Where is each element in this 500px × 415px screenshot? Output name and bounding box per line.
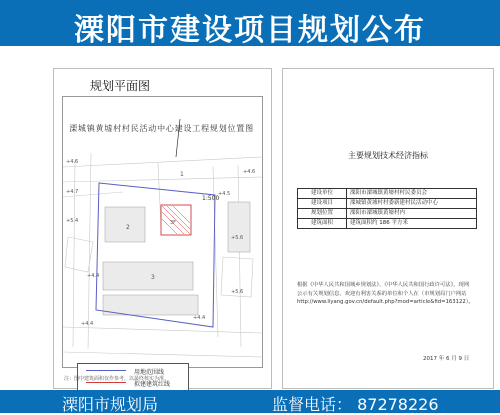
elevation-label: +4.5 [218, 191, 231, 197]
map-label-block-2: 2 [126, 224, 130, 231]
table-row [298, 199, 477, 209]
info-card [282, 68, 494, 389]
elevation-label: +5.6 [231, 235, 244, 241]
elevation-label: +5.4 [66, 218, 79, 224]
elevation-label: +4.4 [81, 321, 94, 327]
footer-bureau: 溧阳市规划局 [62, 395, 159, 414]
table-row [298, 219, 477, 229]
table-key: 规划位置 [298, 209, 347, 219]
legal-notice [297, 281, 483, 307]
table-key: 建筑面积 [298, 219, 347, 229]
table-value: 溧阳市溧城镇黄墟村内 [347, 209, 477, 219]
notice-line: 根据《中华人民共和国城乡规划法》、《中华人民共和国行政许可法》，现网 [297, 282, 470, 288]
page-title: 溧阳市建设项目规划公布 [74, 13, 426, 48]
header-banner [0, 0, 500, 46]
elevation-label: +5.6 [231, 289, 244, 295]
elevation-label: +4.4 [193, 315, 206, 321]
legend-line-icon [86, 370, 126, 371]
table-key: 建设项目 [298, 199, 347, 209]
plan-heading: 规划平面图 [90, 79, 151, 93]
legend-label: 用地范围线 [134, 369, 165, 376]
footer-hotline: 监督电话： 87278226 [272, 395, 439, 414]
map-label-3f: 3F [170, 220, 177, 226]
table-row [298, 189, 477, 199]
elevation-label: +4.7 [66, 189, 79, 195]
map-label-block-1: 1 [180, 171, 184, 178]
footer-bar [0, 390, 500, 413]
plan-card [53, 68, 272, 389]
table-value: 溧城镇黄墟村村委新建村民活动中心 [347, 199, 477, 209]
publish-date: 2017 年 6 月 9 日 [423, 356, 470, 362]
table-value: 溧阳市溧城镇黄墟村村民委员会 [347, 189, 477, 199]
table-row [298, 209, 477, 219]
legend-line-icon [86, 382, 126, 383]
map-note: 注：图中建筑面积仅作参考，以最终核实为准。 [64, 376, 170, 382]
map-scale: 1:500 [202, 195, 220, 202]
elevation-label: +4.6 [243, 169, 256, 175]
indicators-table [297, 188, 477, 229]
legend-label: 拟建建筑红线 [134, 381, 171, 388]
site-plan-map [63, 97, 262, 367]
indicators-title: 主要规划技术经济指标 [348, 151, 428, 160]
table-value: 建筑面积约 186 平方米 [347, 219, 477, 229]
map-title: 溧城镇黄墟村村民活动中心建设工程规划位置图 [69, 124, 254, 133]
table-key: 建设单位 [298, 189, 347, 199]
elevation-label: +4.6 [66, 159, 79, 165]
elevation-label: +4.4 [87, 273, 100, 279]
map-label-block-3: 3 [151, 274, 155, 281]
notice-line: 公示有关规划信息，欢迎有利害关系的单位和个人在（市规划局门户网站 [297, 290, 467, 297]
notice-link[interactable]: http://www.liyang.gov.cn/default.php?mod=article&fid=163122）。 [297, 299, 474, 305]
